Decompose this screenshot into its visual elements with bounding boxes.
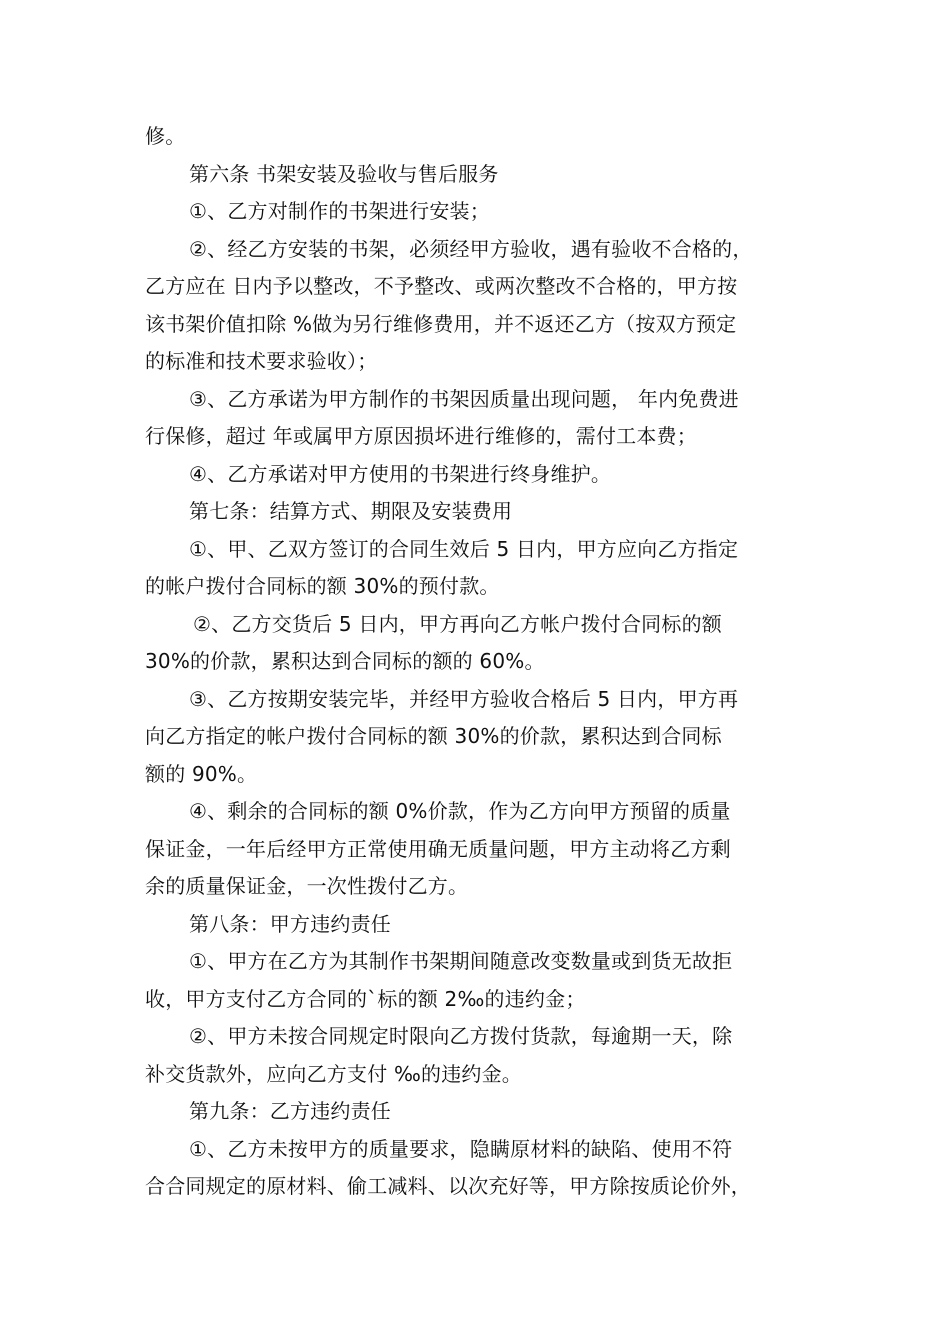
text-line: 向乙方指定的帐户拨付合同标的额 30%的价款，累积达到合同标: [145, 724, 722, 748]
text-line: 额的 90%。: [145, 761, 258, 786]
text-line: ④、乙方承诺对甲方使用的书架进行终身维护。: [189, 461, 612, 486]
text-line: 行保修，超过 年或属甲方原因损坏进行维修的，需付工本费；: [145, 424, 697, 448]
contract-body: [145, 118, 810, 1206]
text-line: 的标准和技术要求验收）；: [145, 349, 378, 373]
text-line: ②、甲方未按合同规定时限向乙方拨付货款，每逾期一天，除: [189, 1024, 733, 1048]
text-line: 补交货款外，应向乙方支付 ‰的违约金。: [145, 1061, 522, 1086]
text-line: ③、乙方按期安装完毕，并经甲方验收合格后 5 日内，甲方再: [189, 686, 739, 711]
text-line: ②、经乙方安装的书架，必须经甲方验收，遇有验收不合格的，: [189, 236, 753, 261]
text-line: ①、乙方对制作的书架进行安装；: [189, 199, 490, 223]
text-line: 30%的价款，累积达到合同标的额的 60%。: [145, 649, 545, 673]
article-heading: 第九条：乙方违约责任: [189, 1099, 391, 1123]
text-line: ④、剩余的合同标的额 0%价款，作为乙方向甲方预留的质量: [189, 799, 731, 823]
text-line: ②、乙方交货后 5 日内，甲方再向乙方帐户拨付合同标的额: [193, 611, 722, 636]
text-line: 的帐户拨付合同标的额 30%的预付款。: [145, 574, 500, 598]
text-line: ①、甲、乙双方签订的合同生效后 5 日内，甲方应向乙方指定: [189, 536, 739, 561]
text-line: 保证金，一年后经甲方正常使用确无质量问题，甲方主动将乙方剩: [145, 836, 731, 861]
text-line: 合合同规定的原材料、偷工减料、以次充好等，甲方除按质论价外，: [145, 1174, 751, 1198]
text-line: 乙方应在 日内予以整改，不予整改、或两次整改不合格的，甲方按: [145, 274, 738, 298]
text-line: 该书架价值扣除 %做为另行维修费用，并不返还乙方（按双方预定: [145, 311, 737, 336]
text-line: ①、甲方在乙方为其制作书架期间随意改变数量或到货无故拒: [189, 949, 733, 973]
text-line: 收，甲方支付乙方合同的`标的额 2‰的违约金；: [145, 986, 586, 1011]
text-line: 修。: [145, 124, 186, 148]
article-heading: 第八条：甲方违约责任: [189, 911, 391, 936]
text-line: 余的质量保证金，一次性拨付乙方。: [145, 874, 469, 898]
text-line: ③、乙方承诺为甲方制作的书架因质量出现问题， 年内免费进: [189, 386, 739, 411]
text-line: ①、乙方未按甲方的质量要求，隐瞒原材料的缺陷、使用不符: [189, 1136, 733, 1161]
article-heading: 第六条 书架安装及验收与售后服务: [189, 161, 499, 186]
article-heading: 第七条：结算方式、期限及安装费用: [189, 499, 513, 523]
